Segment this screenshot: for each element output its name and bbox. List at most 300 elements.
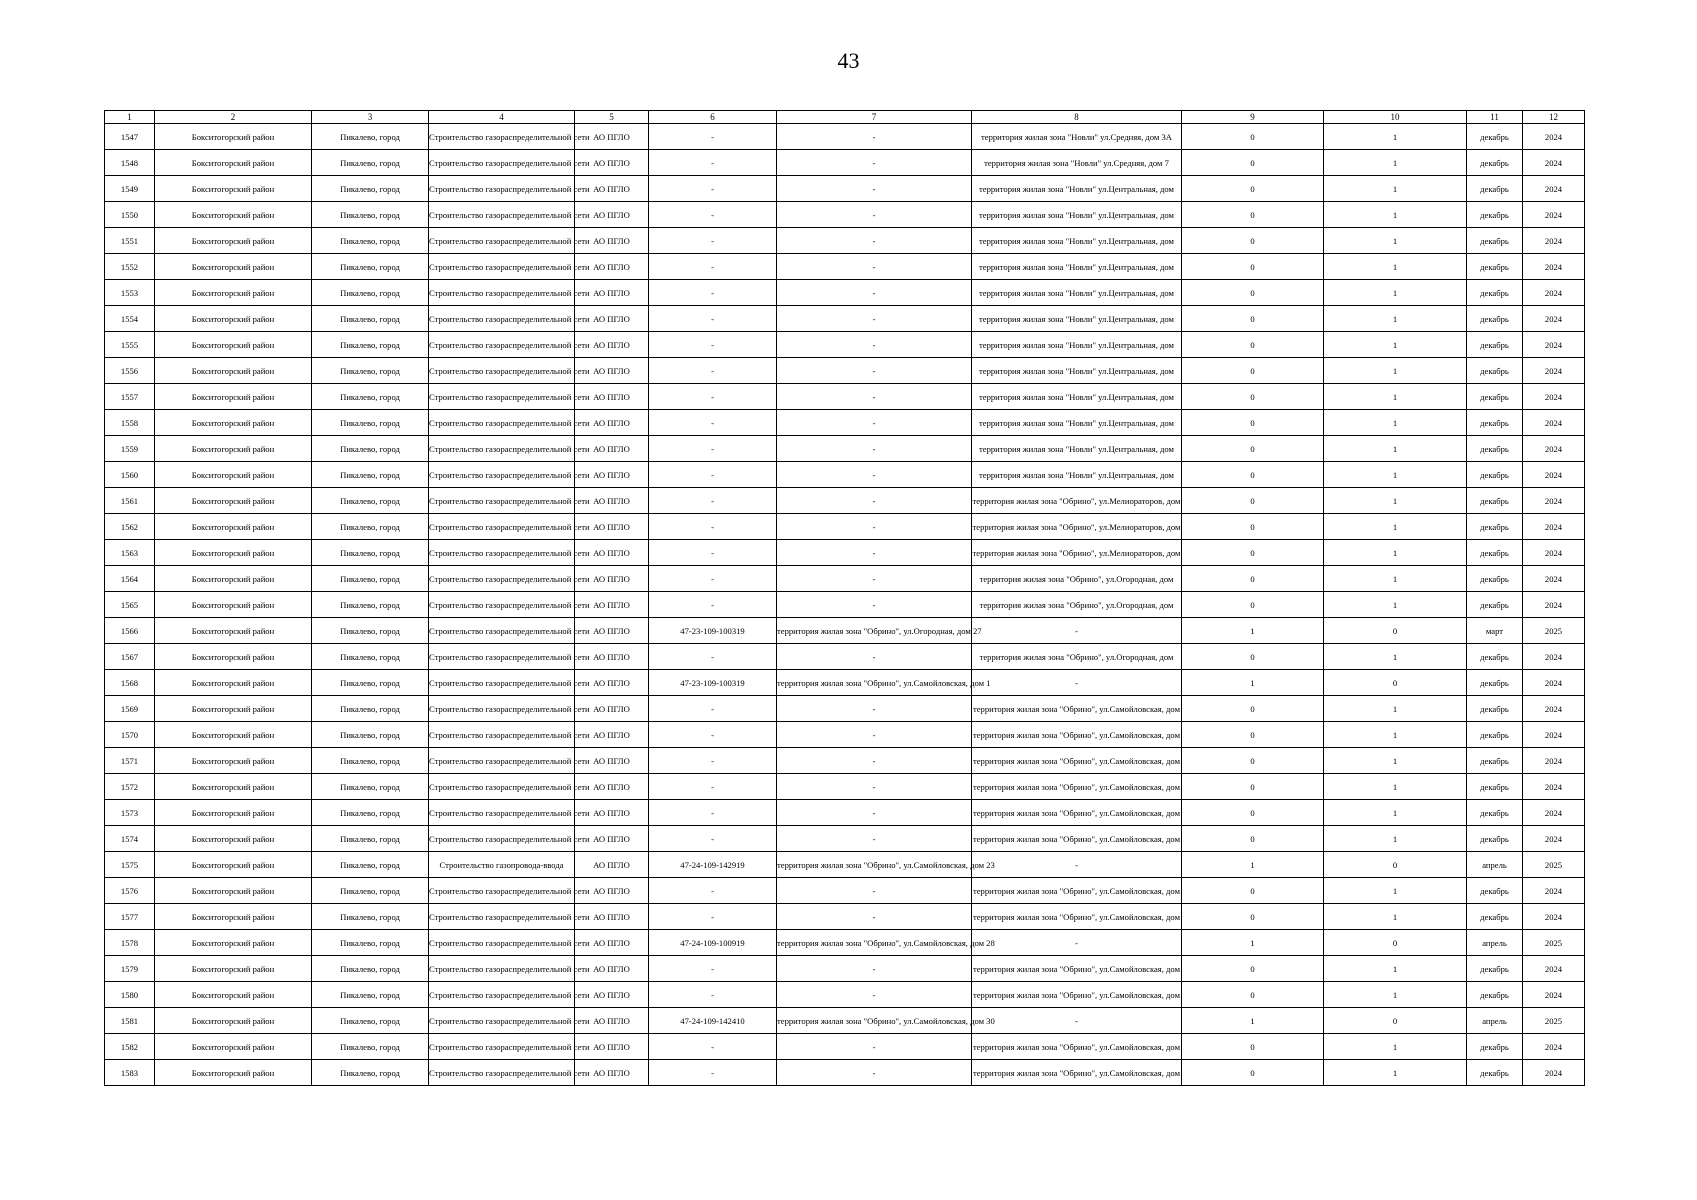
address-alt-cell: - — [972, 1008, 1182, 1034]
month-cell: апрель — [1467, 930, 1523, 956]
address-alt-cell — [972, 826, 1182, 852]
work-type-cell: Строительство газораспределительной сети — [429, 540, 575, 566]
address-alt-cell — [972, 280, 1182, 306]
count-col9-cell: 1 — [1182, 618, 1324, 644]
row-number: 1581 — [105, 1008, 155, 1034]
year-cell: 2024 — [1523, 540, 1585, 566]
address-alt-cell — [972, 904, 1182, 930]
year-cell: 2024 — [1523, 670, 1585, 696]
address-cell: - — [777, 956, 972, 982]
year-cell: 2024 — [1523, 462, 1585, 488]
work-type-cell: Строительство газораспределительной сети — [429, 566, 575, 592]
cadastral-number-cell: - — [649, 956, 777, 982]
work-type-cell: Строительство газораспределительной сети — [429, 722, 575, 748]
count-col9-cell: 0 — [1182, 176, 1324, 202]
organization-cell: АО ПГЛО — [575, 956, 649, 982]
row-number: 1569 — [105, 696, 155, 722]
count-col9-cell: 0 — [1182, 436, 1324, 462]
cadastral-number-cell: - — [649, 878, 777, 904]
address-alt-cell — [972, 306, 1182, 332]
count-col10-cell: 1 — [1324, 436, 1467, 462]
count-col10-cell: 0 — [1324, 618, 1467, 644]
settlement-cell: Пикалево, город — [312, 124, 429, 150]
address-alt-cell — [972, 358, 1182, 384]
organization-cell: АО ПГЛО — [575, 228, 649, 254]
cadastral-number-cell: - — [649, 124, 777, 150]
settlement-cell: Пикалево, город — [312, 982, 429, 1008]
year-cell: 2024 — [1523, 280, 1585, 306]
row-number: 1572 — [105, 774, 155, 800]
column-number: 7 — [777, 111, 972, 124]
count-col10-cell: 1 — [1324, 150, 1467, 176]
column-number: 3 — [312, 111, 429, 124]
month-cell: декабрь — [1467, 124, 1523, 150]
work-type-cell: Строительство газораспределительной сети — [429, 826, 575, 852]
address-alt-text: территория жилая зона "Новли" ул.Центральная, дом — [979, 183, 1174, 194]
count-col10-cell: 1 — [1324, 826, 1467, 852]
row-number: 1568 — [105, 670, 155, 696]
address-alt-text: территория жилая зона "Новли" ул.Центральная, дом — [979, 261, 1174, 272]
count-col9-cell: 0 — [1182, 774, 1324, 800]
address-cell: - — [777, 202, 972, 228]
count-col9-cell: 0 — [1182, 254, 1324, 280]
count-col9-cell: 0 — [1182, 488, 1324, 514]
organization-cell: АО ПГЛО — [575, 904, 649, 930]
count-col9-cell: 0 — [1182, 150, 1324, 176]
address-cell: - — [777, 150, 972, 176]
cadastral-number-cell: - — [649, 904, 777, 930]
count-col10-cell: 1 — [1324, 514, 1467, 540]
cadastral-number-cell: - — [649, 592, 777, 618]
work-type-cell: Строительство газораспределительной сети — [429, 670, 575, 696]
address-cell: - — [777, 306, 972, 332]
district-cell: Бокситогорский район — [155, 930, 312, 956]
work-type-cell: Строительство газораспределительной сети — [429, 410, 575, 436]
table-row — [105, 254, 1585, 280]
address-alt-cell — [972, 462, 1182, 488]
count-col10-cell: 1 — [1324, 1034, 1467, 1060]
address-alt-cell — [972, 410, 1182, 436]
address-alt-text: территория жилая зона "Новли" ул.Центральная, дом — [979, 235, 1174, 246]
address-alt-text: территория жилая зона "Обрино", ул.Самойловская, дом — [972, 833, 1181, 844]
address-alt-text: территория жилая зона "Обрино", ул.Самойловская, дом — [972, 989, 1181, 1000]
address-cell: - — [777, 462, 972, 488]
settlement-cell: Пикалево, город — [312, 176, 429, 202]
address-alt-cell — [972, 722, 1182, 748]
organization-cell: АО ПГЛО — [575, 280, 649, 306]
table-row — [105, 358, 1585, 384]
work-type-cell: Строительство газораспределительной сети — [429, 774, 575, 800]
cadastral-number-cell: - — [649, 358, 777, 384]
table-row — [105, 462, 1585, 488]
settlement-cell: Пикалево, город — [312, 852, 429, 878]
organization-cell: АО ПГЛО — [575, 1008, 649, 1034]
district-cell: Бокситогорский район — [155, 748, 312, 774]
address-cell: территория жилая зона "Обрино", ул.Самойловская, дом 30 — [777, 1008, 972, 1034]
table-row — [105, 592, 1585, 618]
district-cell: Бокситогорский район — [155, 566, 312, 592]
address-alt-text: территория жилая зона "Новли" ул.Центральная, дом — [979, 339, 1174, 350]
district-cell: Бокситогорский район — [155, 774, 312, 800]
work-type-cell: Строительство газораспределительной сети — [429, 696, 575, 722]
district-cell: Бокситогорский район — [155, 1008, 312, 1034]
column-number-row — [105, 111, 1585, 124]
address-alt-cell — [972, 384, 1182, 410]
address-alt-cell — [972, 982, 1182, 1008]
district-cell: Бокситогорский район — [155, 826, 312, 852]
address-cell: - — [777, 722, 972, 748]
address-cell: - — [777, 644, 972, 670]
organization-cell: АО ПГЛО — [575, 566, 649, 592]
organization-cell: АО ПГЛО — [575, 202, 649, 228]
row-number: 1577 — [105, 904, 155, 930]
month-cell: декабрь — [1467, 774, 1523, 800]
year-cell: 2024 — [1523, 982, 1585, 1008]
settlement-cell: Пикалево, город — [312, 462, 429, 488]
cadastral-number-cell: 47-23-109-100319 — [649, 618, 777, 644]
address-cell: - — [777, 280, 972, 306]
count-col9-cell: 0 — [1182, 904, 1324, 930]
work-type-cell: Строительство газораспределительной сети — [429, 488, 575, 514]
count-col10-cell: 0 — [1324, 930, 1467, 956]
count-col9-cell: 0 — [1182, 956, 1324, 982]
table-row — [105, 748, 1585, 774]
table-row — [105, 670, 1585, 696]
work-type-cell: Строительство газораспределительной сети — [429, 254, 575, 280]
table-row — [105, 436, 1585, 462]
address-cell: - — [777, 878, 972, 904]
count-col10-cell: 1 — [1324, 124, 1467, 150]
address-alt-text: территория жилая зона "Обрино", ул.Огородная, дом — [979, 573, 1174, 584]
address-alt-cell — [972, 124, 1182, 150]
work-type-cell: Строительство газораспределительной сети — [429, 462, 575, 488]
work-type-cell: Строительство газораспределительной сети — [429, 904, 575, 930]
address-cell: - — [777, 228, 972, 254]
table-row — [105, 280, 1585, 306]
address-alt-cell — [972, 488, 1182, 514]
row-number: 1555 — [105, 332, 155, 358]
district-cell: Бокситогорский район — [155, 670, 312, 696]
settlement-cell: Пикалево, город — [312, 722, 429, 748]
settlement-cell: Пикалево, город — [312, 748, 429, 774]
month-cell: декабрь — [1467, 722, 1523, 748]
address-alt-text: территория жилая зона "Новли" ул.Центральная, дом — [979, 469, 1174, 480]
year-cell: 2024 — [1523, 800, 1585, 826]
address-alt-cell — [972, 150, 1182, 176]
month-cell: декабрь — [1467, 462, 1523, 488]
count-col9-cell: 0 — [1182, 124, 1324, 150]
district-cell: Бокситогорский район — [155, 982, 312, 1008]
count-col10-cell: 1 — [1324, 956, 1467, 982]
settlement-cell: Пикалево, город — [312, 1034, 429, 1060]
organization-cell: АО ПГЛО — [575, 176, 649, 202]
row-number: 1554 — [105, 306, 155, 332]
month-cell: декабрь — [1467, 800, 1523, 826]
organization-cell: АО ПГЛО — [575, 722, 649, 748]
column-number: 12 — [1523, 111, 1585, 124]
settlement-cell: Пикалево, город — [312, 410, 429, 436]
address-alt-cell — [972, 800, 1182, 826]
row-number: 1549 — [105, 176, 155, 202]
table-row — [105, 1060, 1585, 1086]
address-alt-text: территория жилая зона "Обрино", ул.Самойловская, дом — [972, 807, 1181, 818]
organization-cell: АО ПГЛО — [575, 644, 649, 670]
month-cell: декабрь — [1467, 748, 1523, 774]
column-number: 11 — [1467, 111, 1523, 124]
count-col10-cell: 1 — [1324, 722, 1467, 748]
year-cell: 2024 — [1523, 488, 1585, 514]
address-cell: территория жилая зона "Обрино", ул.Самойловская, дом 1 — [777, 670, 972, 696]
year-cell: 2024 — [1523, 592, 1585, 618]
settlement-cell: Пикалево, город — [312, 826, 429, 852]
count-col10-cell: 1 — [1324, 644, 1467, 670]
table-row — [105, 774, 1585, 800]
work-type-cell: Строительство газораспределительной сети — [429, 982, 575, 1008]
address-alt-cell: - — [972, 930, 1182, 956]
month-cell: декабрь — [1467, 176, 1523, 202]
work-type-cell: Строительство газораспределительной сети — [429, 228, 575, 254]
count-col9-cell: 0 — [1182, 878, 1324, 904]
settlement-cell: Пикалево, город — [312, 670, 429, 696]
settlement-cell: Пикалево, город — [312, 436, 429, 462]
district-cell: Бокситогорский район — [155, 644, 312, 670]
district-cell: Бокситогорский район — [155, 384, 312, 410]
month-cell: декабрь — [1467, 150, 1523, 176]
address-cell: - — [777, 332, 972, 358]
month-cell: декабрь — [1467, 280, 1523, 306]
count-col9-cell: 0 — [1182, 748, 1324, 774]
row-number: 1556 — [105, 358, 155, 384]
column-number: 1 — [105, 111, 155, 124]
cadastral-number-cell: - — [649, 774, 777, 800]
work-type-cell: Строительство газораспределительной сети — [429, 956, 575, 982]
page-number: 43 — [837, 48, 860, 73]
address-alt-text: территория жилая зона "Новли" ул.Центральная, дом — [979, 443, 1174, 454]
address-alt-text: территория жилая зона "Обрино", ул.Огородная, дом — [979, 651, 1174, 662]
address-cell: территория жилая зона "Обрино", ул.Самойловская, дом 23 — [777, 852, 972, 878]
address-alt-cell — [972, 1034, 1182, 1060]
year-cell: 2024 — [1523, 1034, 1585, 1060]
organization-cell: АО ПГЛО — [575, 1060, 649, 1086]
year-cell: 2025 — [1523, 618, 1585, 644]
address-alt-text: территория жилая зона "Новли" ул.Средняя, дом 3А — [981, 131, 1172, 142]
table-row — [105, 644, 1585, 670]
row-number: 1557 — [105, 384, 155, 410]
address-alt-text: территория жилая зона "Новли" ул.Центральная, дом — [979, 417, 1174, 428]
address-alt-text: территория жилая зона "Обрино", ул.Самойловская, дом — [972, 781, 1181, 792]
year-cell: 2024 — [1523, 410, 1585, 436]
month-cell: декабрь — [1467, 254, 1523, 280]
cadastral-number-cell: 47-24-109-142919 — [649, 852, 777, 878]
cadastral-number-cell: - — [649, 254, 777, 280]
row-number: 1579 — [105, 956, 155, 982]
count-col9-cell: 0 — [1182, 228, 1324, 254]
settlement-cell: Пикалево, город — [312, 384, 429, 410]
column-number: 8 — [972, 111, 1182, 124]
row-number: 1552 — [105, 254, 155, 280]
count-col9-cell: 0 — [1182, 592, 1324, 618]
address-alt-text: территория жилая зона "Обрино", ул.Самойловская, дом — [972, 1041, 1181, 1052]
year-cell: 2024 — [1523, 774, 1585, 800]
year-cell: 2024 — [1523, 722, 1585, 748]
month-cell: декабрь — [1467, 826, 1523, 852]
work-type-cell: Строительство газораспределительной сети — [429, 358, 575, 384]
cadastral-number-cell: - — [649, 566, 777, 592]
organization-cell: АО ПГЛО — [575, 488, 649, 514]
count-col9-cell: 0 — [1182, 384, 1324, 410]
count-col10-cell: 1 — [1324, 384, 1467, 410]
settlement-cell: Пикалево, город — [312, 150, 429, 176]
organization-cell: АО ПГЛО — [575, 306, 649, 332]
settlement-cell: Пикалево, город — [312, 592, 429, 618]
district-cell: Бокситогорский район — [155, 904, 312, 930]
district-cell: Бокситогорский район — [155, 332, 312, 358]
organization-cell: АО ПГЛО — [575, 748, 649, 774]
work-type-cell: Строительство газораспределительной сети — [429, 644, 575, 670]
address-cell: - — [777, 176, 972, 202]
table-row — [105, 566, 1585, 592]
month-cell: декабрь — [1467, 566, 1523, 592]
month-cell: декабрь — [1467, 878, 1523, 904]
row-number: 1573 — [105, 800, 155, 826]
month-cell: декабрь — [1467, 306, 1523, 332]
year-cell: 2024 — [1523, 150, 1585, 176]
row-number: 1564 — [105, 566, 155, 592]
district-cell: Бокситогорский район — [155, 852, 312, 878]
cadastral-number-cell: - — [649, 150, 777, 176]
column-number: 10 — [1324, 111, 1467, 124]
count-col10-cell: 1 — [1324, 904, 1467, 930]
address-cell: - — [777, 982, 972, 1008]
table-row — [105, 852, 1585, 878]
count-col10-cell: 1 — [1324, 774, 1467, 800]
month-cell: декабрь — [1467, 384, 1523, 410]
registry-table — [104, 110, 1585, 1086]
month-cell: декабрь — [1467, 228, 1523, 254]
count-col10-cell: 1 — [1324, 280, 1467, 306]
address-alt-text: территория жилая зона "Новли" ул.Центральная, дом — [979, 365, 1174, 376]
table-row — [105, 332, 1585, 358]
row-number: 1570 — [105, 722, 155, 748]
settlement-cell: Пикалево, город — [312, 254, 429, 280]
address-cell: - — [777, 696, 972, 722]
district-cell: Бокситогорский район — [155, 124, 312, 150]
cadastral-number-cell: - — [649, 384, 777, 410]
year-cell: 2025 — [1523, 930, 1585, 956]
settlement-cell: Пикалево, город — [312, 332, 429, 358]
month-cell: декабрь — [1467, 696, 1523, 722]
year-cell: 2024 — [1523, 306, 1585, 332]
row-number: 1578 — [105, 930, 155, 956]
count-col9-cell: 1 — [1182, 930, 1324, 956]
address-alt-text: территория жилая зона "Новли" ул.Центральная, дом — [979, 313, 1174, 324]
cadastral-number-cell: - — [649, 826, 777, 852]
district-cell: Бокситогорский район — [155, 540, 312, 566]
address-alt-text: территория жилая зона "Обрино", ул.Самойловская, дом — [972, 911, 1181, 922]
organization-cell: АО ПГЛО — [575, 774, 649, 800]
settlement-cell: Пикалево, город — [312, 800, 429, 826]
address-cell: - — [777, 540, 972, 566]
row-number: 1561 — [105, 488, 155, 514]
column-number: 9 — [1182, 111, 1324, 124]
month-cell: декабрь — [1467, 332, 1523, 358]
year-cell: 2024 — [1523, 436, 1585, 462]
district-cell: Бокситогорский район — [155, 410, 312, 436]
address-cell: - — [777, 124, 972, 150]
work-type-cell: Строительство газораспределительной сети — [429, 150, 575, 176]
table-row — [105, 878, 1585, 904]
address-cell: - — [777, 904, 972, 930]
year-cell: 2024 — [1523, 514, 1585, 540]
address-cell: - — [777, 358, 972, 384]
table-row — [105, 150, 1585, 176]
district-cell: Бокситогорский район — [155, 488, 312, 514]
count-col9-cell: 0 — [1182, 514, 1324, 540]
count-col10-cell: 1 — [1324, 332, 1467, 358]
cadastral-number-cell: - — [649, 514, 777, 540]
address-cell: - — [777, 800, 972, 826]
settlement-cell: Пикалево, город — [312, 878, 429, 904]
table-body — [105, 124, 1585, 1086]
count-col9-cell: 0 — [1182, 540, 1324, 566]
organization-cell: АО ПГЛО — [575, 930, 649, 956]
year-cell: 2024 — [1523, 826, 1585, 852]
address-alt-cell — [972, 436, 1182, 462]
row-number: 1553 — [105, 280, 155, 306]
district-cell: Бокситогорский район — [155, 306, 312, 332]
cadastral-number-cell: - — [649, 696, 777, 722]
settlement-cell: Пикалево, город — [312, 228, 429, 254]
count-col9-cell: 0 — [1182, 722, 1324, 748]
district-cell: Бокситогорский район — [155, 800, 312, 826]
address-alt-text: территория жилая зона "Обрино", ул.Самойловская, дом — [972, 963, 1181, 974]
district-cell: Бокситогорский район — [155, 696, 312, 722]
table-row — [105, 202, 1585, 228]
district-cell: Бокситогорский район — [155, 1034, 312, 1060]
work-type-cell: Строительство газораспределительной сети — [429, 202, 575, 228]
work-type-cell: Строительство газораспределительной сети — [429, 748, 575, 774]
address-alt-cell — [972, 1060, 1182, 1086]
count-col9-cell: 0 — [1182, 358, 1324, 384]
cadastral-number-cell: - — [649, 488, 777, 514]
month-cell: декабрь — [1467, 670, 1523, 696]
table-row — [105, 410, 1585, 436]
month-cell: декабрь — [1467, 540, 1523, 566]
row-number: 1576 — [105, 878, 155, 904]
work-type-cell: Строительство газораспределительной сети — [429, 930, 575, 956]
address-alt-text: территория жилая зона "Новли" ул.Центральная, дом — [979, 209, 1174, 220]
year-cell: 2024 — [1523, 228, 1585, 254]
address-cell: - — [777, 1060, 972, 1086]
work-type-cell: Строительство газораспределительной сети — [429, 1008, 575, 1034]
table-row — [105, 956, 1585, 982]
work-type-cell: Строительство газораспределительной сети — [429, 436, 575, 462]
work-type-cell: Строительство газораспределительной сети — [429, 332, 575, 358]
row-number: 1583 — [105, 1060, 155, 1086]
address-alt-text: территория жилая зона "Обрино", ул.Самойловская, дом — [972, 729, 1181, 740]
cadastral-number-cell: - — [649, 800, 777, 826]
table-row — [105, 1034, 1585, 1060]
count-col9-cell: 0 — [1182, 306, 1324, 332]
year-cell: 2024 — [1523, 878, 1585, 904]
count-col10-cell: 1 — [1324, 540, 1467, 566]
settlement-cell: Пикалево, город — [312, 644, 429, 670]
month-cell: декабрь — [1467, 1034, 1523, 1060]
table-row — [105, 306, 1585, 332]
count-col10-cell: 1 — [1324, 410, 1467, 436]
table-row — [105, 618, 1585, 644]
settlement-cell: Пикалево, город — [312, 904, 429, 930]
